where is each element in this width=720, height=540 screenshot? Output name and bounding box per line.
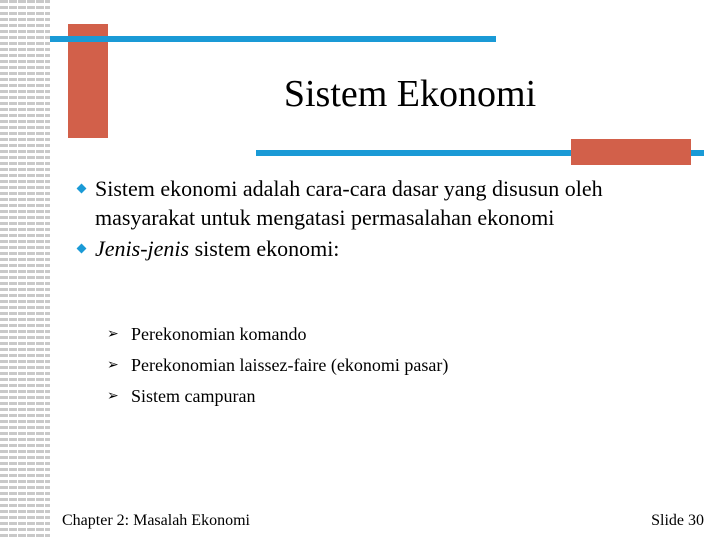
bullet-text: sistem ekonomi: [189, 236, 340, 261]
sub-bullet-text: Perekonomian komando [131, 324, 307, 344]
arrowhead-bullet-icon: ➢ [107, 326, 119, 342]
footer-chapter: Chapter 2: Masalah Ekonomi [62, 512, 250, 529]
sub-bullet-item [107, 381, 707, 412]
arrowhead-bullet-icon: ➢ [107, 357, 119, 373]
accent-block-bottom [571, 139, 691, 165]
bullet-item [76, 234, 706, 263]
diamond-bullet-icon [77, 244, 87, 254]
bullet-text: Sistem ekonomi adalah cara-cara dasar yang disusun oleh masyarakat untuk mengatasi permasalahan ekonomi [95, 176, 603, 230]
sub-bullet-item [107, 350, 707, 381]
sub-bullet-list [107, 319, 707, 412]
left-stripe-grid [0, 0, 50, 540]
accent-line-top [50, 36, 496, 42]
diamond-bullet-icon [77, 184, 87, 194]
sub-bullet-item [107, 319, 707, 350]
arrowhead-bullet-icon: ➢ [107, 388, 119, 404]
slide-title: Sistem Ekonomi [283, 73, 537, 115]
bullet-item [76, 174, 706, 232]
bullet-text-italic: Jenis-jenis [95, 236, 190, 261]
sub-bullet-text: Perekonomian laissez-faire (ekonomi pasar) [131, 355, 449, 375]
sub-bullet-text: Sistem campuran [131, 386, 256, 406]
footer-slide-number: Slide 30 [651, 512, 704, 529]
bullet-list [76, 174, 706, 265]
